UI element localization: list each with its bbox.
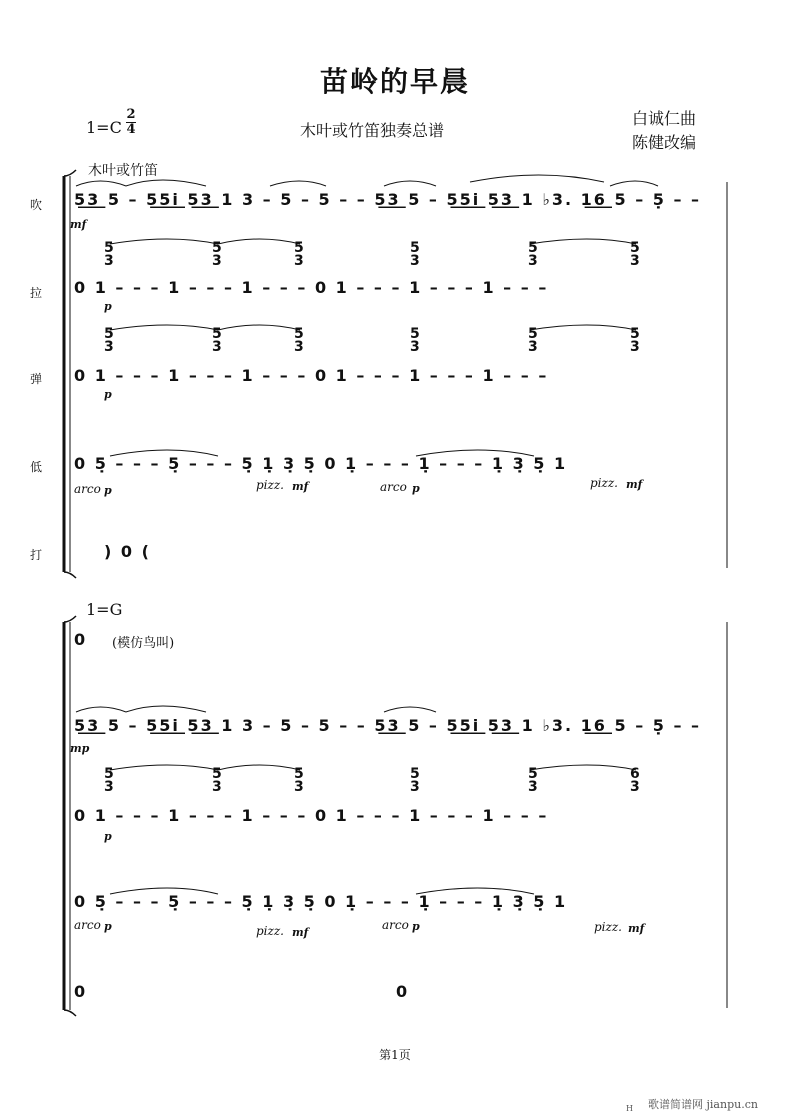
chord: 5 3 — [528, 240, 538, 269]
dynamic-mark: p — [104, 920, 112, 933]
dynamic-mark: p — [104, 484, 112, 497]
chord: 5 3 — [104, 766, 114, 795]
watermark: 歌谱简谱网 jianpu.cn — [648, 1098, 758, 1111]
dynamic-mark: p — [104, 300, 112, 313]
slur — [610, 181, 658, 186]
strings2-line: 0 1 – – – 1 – – – 1 – – – 0 1 – – – 1 – – – 1 – – – — [74, 366, 549, 385]
tie — [218, 765, 300, 770]
slur — [470, 175, 604, 182]
bass-line: 0 5̣ – – – 5̣ – – – 5̣ 1̣ 3̣ 5̣ 0 1̣ – – – 1̣ – – – 1̣ 3̣ 5̣ 1 — [74, 454, 568, 473]
dynamic-mark: p — [104, 830, 112, 843]
subtitle: 木叶或竹笛独奏总谱 — [300, 121, 445, 140]
articulation-arco: arco — [74, 482, 101, 496]
dynamic-mark: p — [104, 388, 112, 401]
percussion-line: ) 0 ( — [104, 542, 151, 561]
side-label-blow: 吹 — [30, 198, 43, 212]
chord: 5 3 — [294, 326, 304, 355]
chord: 5 3 — [410, 240, 420, 269]
articulation-arco: arco — [382, 918, 409, 932]
system2-bracket-bottom — [64, 1010, 76, 1016]
side-label-percussion: 打 — [30, 548, 43, 562]
tie — [530, 239, 636, 244]
articulation-arco: arco — [380, 480, 407, 494]
tie — [530, 325, 636, 330]
melody-line-2: 5͟3͟ 5 – 5͟5͟i͟ 5͟3͟ 1 3 – 5 – 5 – – 5͟3͟ 5 – 5͟5͟i͟ 5͟3͟ 1 ♭3. 1͟6͟ 5 – 5̣ – – — [74, 716, 702, 735]
articulation-pizz: pizz. — [256, 924, 284, 938]
system1-bracket-top — [64, 170, 76, 176]
slur — [384, 181, 436, 186]
articulation-pizz: pizz. — [256, 478, 284, 492]
system2-bracket-top — [64, 616, 76, 622]
chord: 5 3 — [212, 240, 222, 269]
dynamic-mark: p — [412, 482, 420, 495]
dynamic-mark: p — [412, 920, 420, 933]
corner-mark: H — [626, 1104, 633, 1113]
chord: 5 3 — [410, 326, 420, 355]
chord: 5 3 — [212, 766, 222, 795]
chord: 5 3 — [630, 240, 640, 269]
slur — [384, 707, 436, 712]
slur — [76, 707, 126, 712]
key-signature-2: 1=G — [86, 600, 123, 619]
chord: 5 3 — [410, 766, 420, 795]
slur — [270, 181, 326, 186]
instrument-label: 木叶或竹笛 — [88, 163, 158, 179]
side-label-bow: 拉 — [30, 286, 43, 300]
chord: 5 3 — [104, 240, 114, 269]
tie — [110, 239, 218, 244]
percussion-rest: 0 — [396, 982, 410, 1001]
tie — [110, 325, 218, 330]
composer: 白诚仁曲 — [632, 109, 697, 128]
melody-line: 5͟3͟ 5 – 5͟5͟i͟ 5͟3͟ 1 3 – 5 – 5 – – 5͟3͟ 5 – 5͟5͟i͟ 5͟3͟ 1 ♭3. 1͟6͟ 5 – 5̣ – – — [74, 190, 702, 209]
chord: 5 3 — [212, 326, 222, 355]
chord: 5 3 — [528, 766, 538, 795]
tie — [218, 325, 300, 330]
side-label-pluck: 弹 — [30, 372, 43, 386]
bass-line-2: 0 5̣ – – – 5̣ – – – 5̣ 1̣ 3̣ 5̣ 0 1̣ – – – 1̣ – – – 1̣ 3̣ 5̣ 1 — [74, 892, 568, 911]
articulation-pizz: pizz. — [590, 476, 618, 490]
page-title: 苗岭的早晨 — [319, 65, 470, 98]
dynamic-mark: mf — [292, 926, 309, 939]
chord: 5 3 — [294, 240, 304, 269]
slur — [126, 706, 206, 712]
arranger: 陈健改编 — [632, 133, 697, 152]
dynamic-mark: mf — [292, 480, 309, 493]
chord: 6 3 — [630, 766, 640, 795]
key-signature: 1=C — [86, 118, 122, 137]
slur — [126, 180, 206, 186]
dynamic-mark: mp — [70, 742, 90, 755]
performance-note: (模仿鸟叫) — [112, 636, 175, 651]
slur — [76, 181, 126, 186]
articulation-arco: arco — [74, 918, 101, 932]
dynamic-mark: mf — [626, 478, 643, 491]
tie — [218, 239, 300, 244]
dynamic-mark: mf — [628, 922, 645, 935]
percussion-rest: 0 — [74, 982, 88, 1001]
side-label-bass: 低 — [30, 460, 43, 474]
chord: 5 3 — [630, 326, 640, 355]
system1-bracket-bottom — [64, 572, 76, 578]
chord: 5 3 — [528, 326, 538, 355]
time-signature-bottom: 4 — [126, 122, 136, 137]
articulation-pizz: pizz. — [594, 920, 622, 934]
chord: 5 3 — [294, 766, 304, 795]
dynamic-mark: mf — [70, 218, 87, 231]
tie — [110, 765, 218, 770]
tie — [530, 765, 636, 770]
strings-line-2: 0 1 – – – 1 – – – 1 – – – 0 1 – – – 1 – – – 1 – – – — [74, 806, 549, 825]
chord: 5 3 — [104, 326, 114, 355]
strings1-line: 0 1 – – – 1 – – – 1 – – – 0 1 – – – 1 – – – 1 – – – — [74, 278, 549, 297]
time-signature-top: 2 — [126, 107, 136, 122]
page-number: 第1页 — [379, 1048, 411, 1062]
melody-rest: 0 — [74, 630, 88, 649]
